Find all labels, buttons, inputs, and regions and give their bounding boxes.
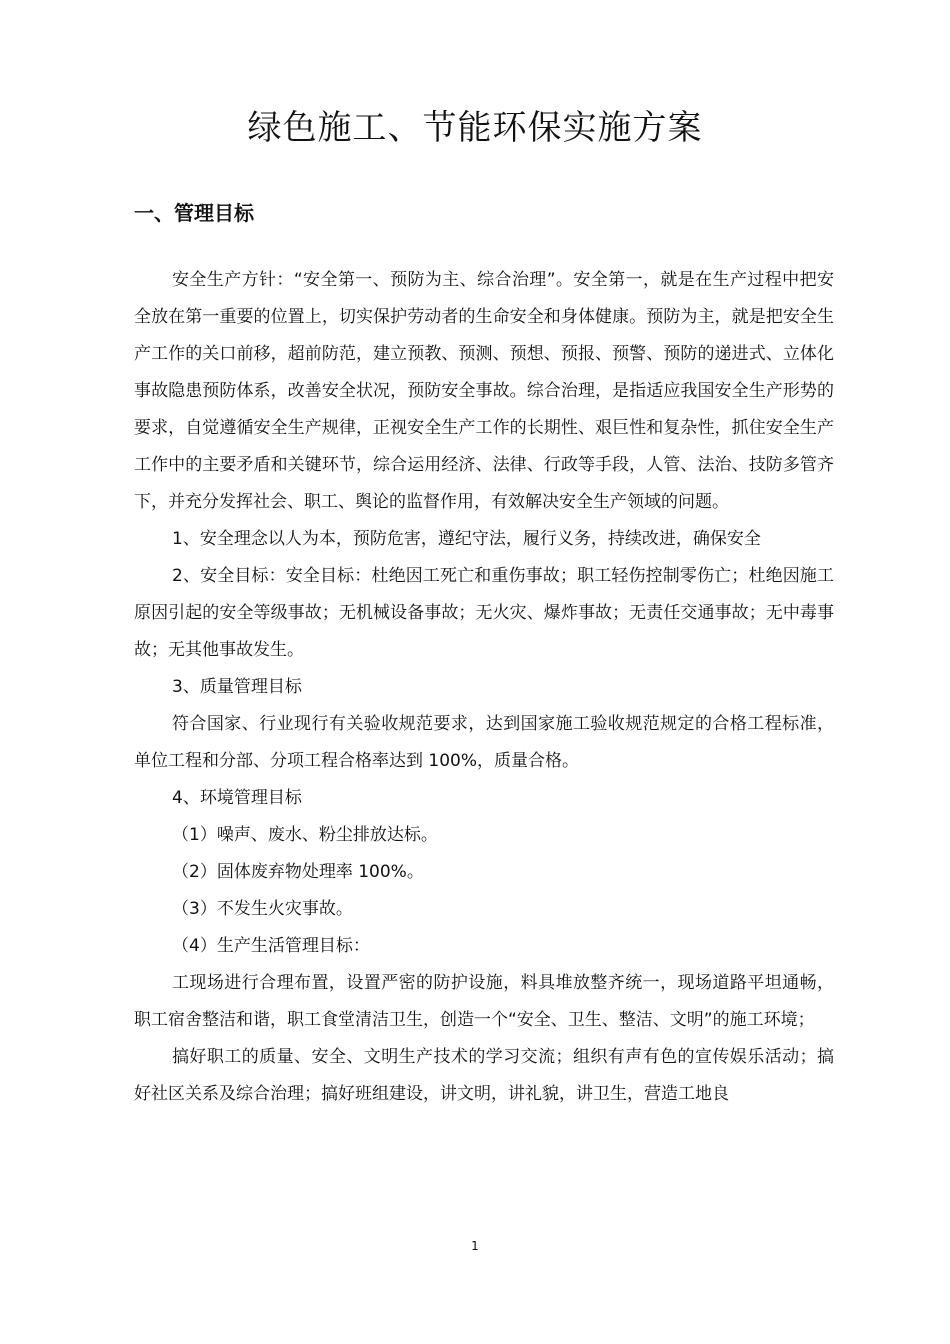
list-item-production-life: （4）生产生活管理目标： [172, 936, 370, 956]
paragraph-safety-policy: 安全生产方针：“安全第一、预防为主、综合治理”。安全第一，就是在生产过程中把安全放在第一重要的位置上，切实保护劳动者的生命安全和身体健康。预防为主，就是把安全生产工作的关口前移，超前防范，建立预教、预测、预想、预报、预警、预防的递进式、立体化事故隐患预防体系，改善安全状况，预防安全事故。综合治理，是指适应我国安全生产形势的要求，自觉遵循安全生产规律，正视安全生产工作的长期性、艰巨性和复杂性，抓住安全生产工作中的主要矛盾和关键环节，综合运用经济、法律、行政等手段，人管、法治、技防多管齐下，并充分发挥社会、职工、舆论的监督作用，有效解决安全生产领域的问题。 [134, 270, 834, 512]
paragraph-staff-activities: 搞好职工的质量、安全、文明生产技术的学习交流；组织有声有色的宣传娱乐活动；搞好社区关系及综合治理；搞好班组建设，讲文明，讲礼貌，讲卫生，营造工地良 [134, 1047, 834, 1104]
paragraph-environment-heading: 4、环境管理目标 [172, 788, 302, 808]
list-item-solid-waste: （2）固体废弃物处理率 100%。 [172, 862, 424, 882]
list-item-noise: （1）噪声、废水、粉尘排放达标。 [172, 825, 438, 845]
paragraph-safety-concept: 1、安全理念以人为本，预防危害，遵纪守法，履行义务，持续改进，确保安全 [172, 529, 761, 549]
paragraph-site-layout: 工现场进行合理布置，设置严密的防护设施，料具堆放整齐统一，现场道路平坦通畅，职工宿舍整洁和谐，职工食堂清洁卫生，创造一个“安全、卫生、整洁、文明”的施工环境； [134, 973, 834, 1030]
paragraph-quality-heading: 3、质量管理目标 [172, 677, 302, 697]
section-heading: 一、管理目标 [134, 201, 254, 225]
list-item-fire: （3）不发生火灾事故。 [172, 899, 353, 919]
paragraph-quality-target: 符合国家、行业现行有关验收规范要求，达到国家施工验收规范规定的合格工程标准，单位工程和分部、分项工程合格率达到 100%，质量合格。 [134, 714, 834, 771]
page-number: 1 [471, 1239, 479, 1253]
paragraph-safety-target: 2、安全目标：安全目标：杜绝因工死亡和重伤事故；职工轻伤控制零伤亡；杜绝因施工原因引起的安全等级事故；无机械设备事故；无火灾、爆炸事故；无责任交通事故；无中毒事故；无其他事故发生。 [134, 566, 834, 660]
document-body [134, 262, 834, 1113]
document-title: 绿色施工、节能环保实施方案 [247, 108, 703, 148]
